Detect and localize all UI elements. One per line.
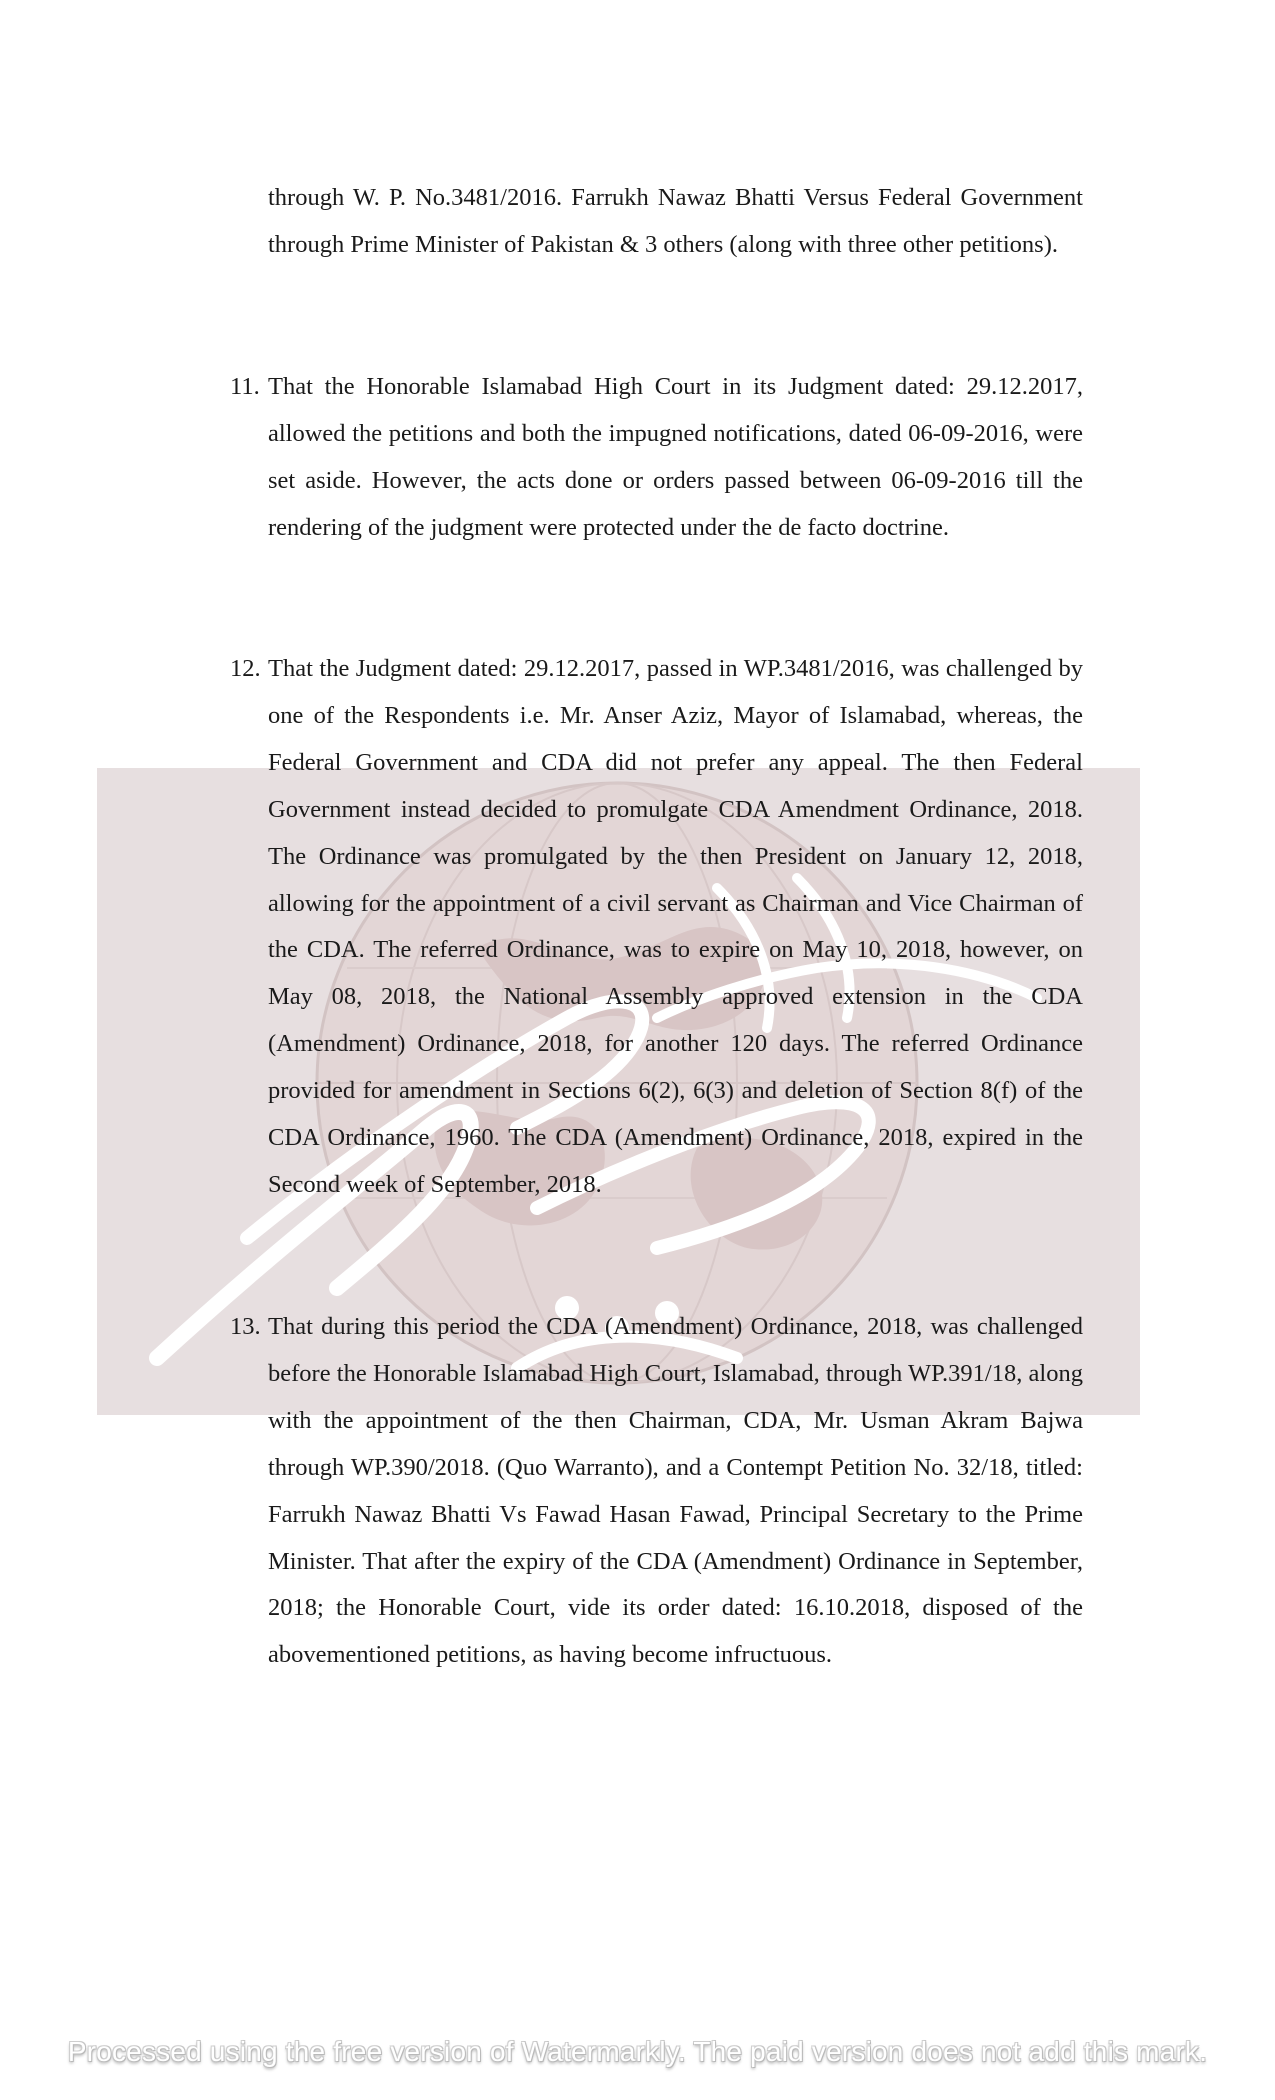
intro-paragraph: through W. P. No.3481/2016. Farrukh Nawaz Bhatti Versus Federal Government through Prime Minister of Pakistan & 3 others (along with three other petitions). [268,184,1083,258]
item-13-number: 13. [230,1313,261,1340]
item-11-number: 11. [230,373,260,400]
item-11-text: That the Honorable Islamabad High Court in its Judgment dated: 29.12.2017, allowed the petitions and both the impugned notifications, dated 06-09-2016, were set aside. However, the acts done or orders passed between 06-09-2016 till the rendering of the judgment were protected under the de facto doctrine. [268,373,1083,541]
item-12-number: 12. [230,655,261,682]
item-13-text: That during this period the CDA (Amendment) Ordinance, 2018, was challenged before the Honorable Islamabad High Court, Islamabad, through WP.391/18, along with the appointment of the then Chairman, CDA, Mr. Usman Akram Bajwa through WP.390/2018. (Quo Warranto), and a Contempt Petition No. 32/18, titled: Farrukh Nawaz Bhatti Vs Fawad Hasan Fawad, Principal Secretary to the Prime Minister. That after the expiry of the CDA (Amendment) Ordinance in September, 2018; the Honorable Court, vide its order dated: 16.10.2018, disposed of the abovementioned petitions, as having become infructuous. [268,1313,1083,1669]
watermark-footer-text: Processed using the free version of Watermarkly. The paid version does not add this mark. [67,2036,1208,2067]
item-12-text: That the Judgment dated: 29.12.2017, passed in WP.3481/2016, was challenged by one of the Respondents i.e. Mr. Anser Aziz, Mayor of Islamabad, whereas, the Federal Government and CDA did not prefer any appeal. The then Federal Government instead decided to promulgate CDA Amendment Ordinance, 2018. The Ordinance was promulgated by the then President on January 12, 2018, allowing for the appointment of a civil servant as Chairman and Vice Chairman of the CDA. The referred Ordinance, was to expire on May 10, 2018, however, on May 08, 2018, the National Assembly approved extension in the CDA (Amendment) Ordinance, 2018, for another 120 days. The referred Ordinance provided for amendment in Sections 6(2), 6(3) and deletion of Section 8(f) of the CDA Ordinance, 1960. The CDA (Amendment) Ordinance, 2018, expired in the Second week of September, 2018. [268,655,1083,1198]
